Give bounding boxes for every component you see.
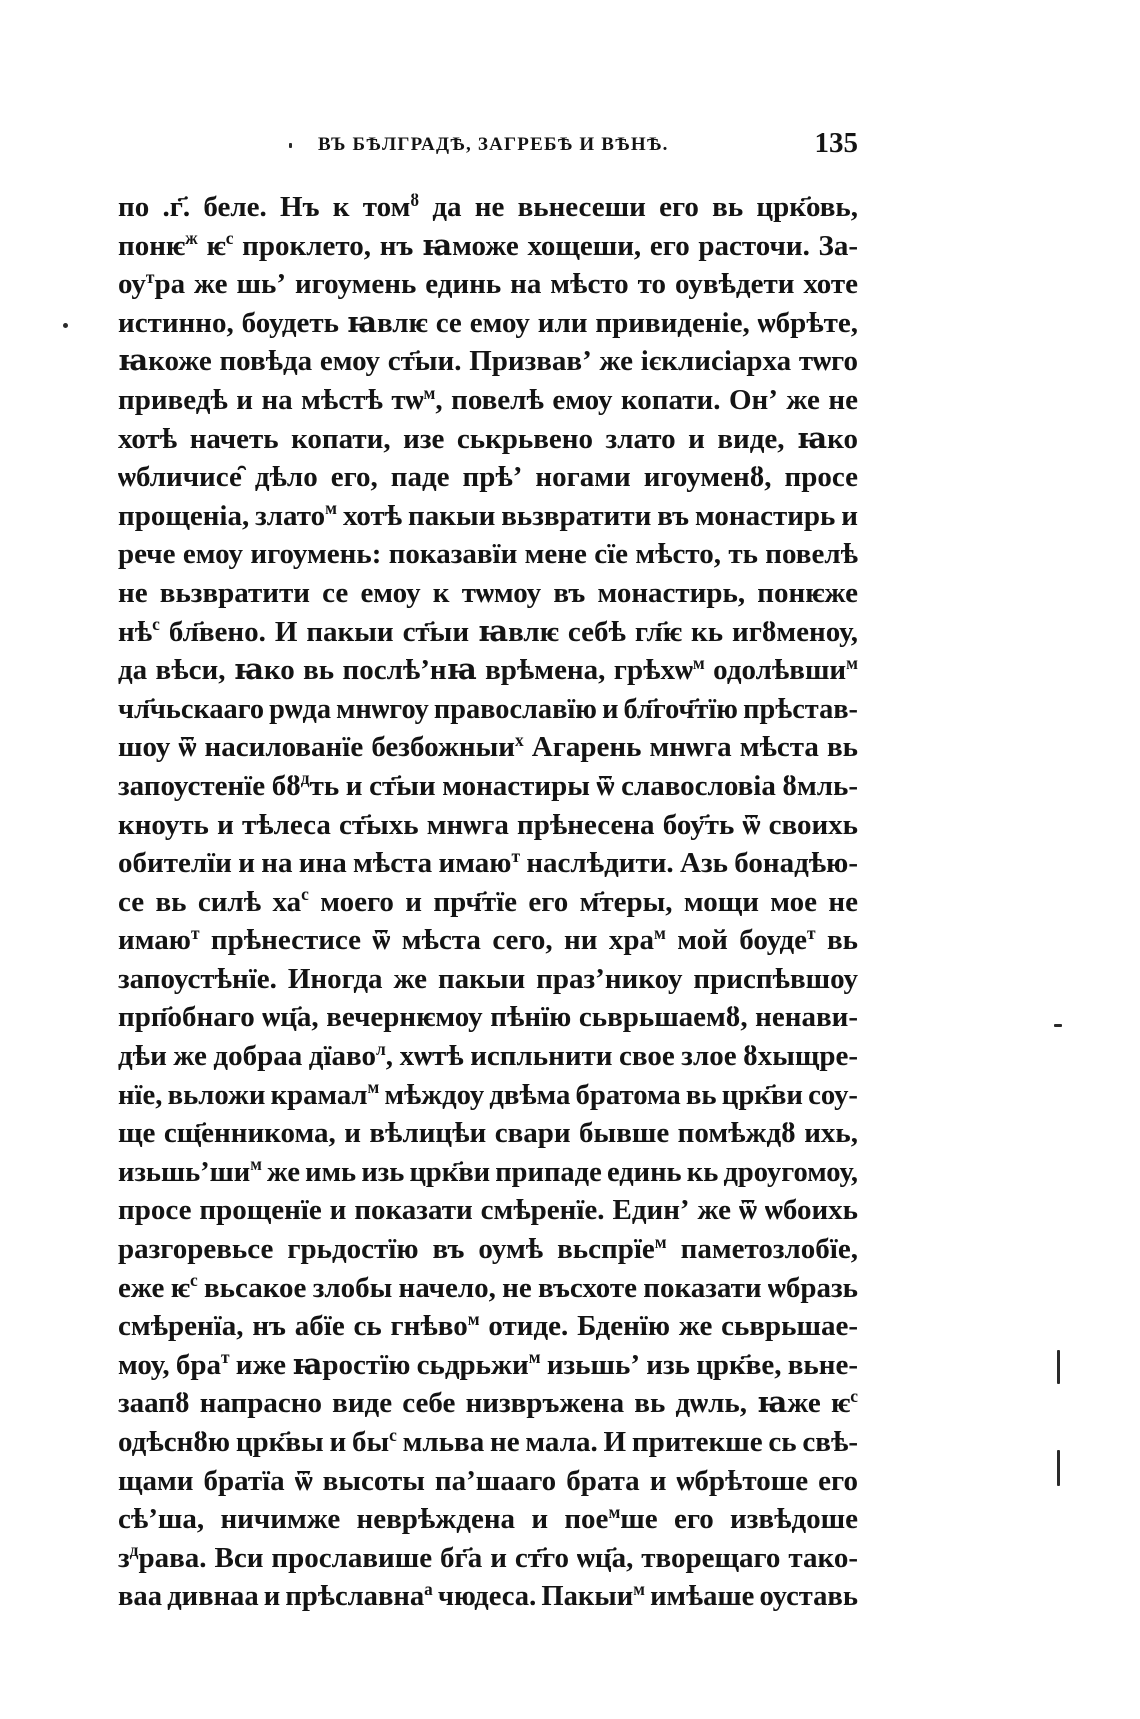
- text-line-content: [118, 1577, 858, 1619]
- line-text: понѥ: [118, 229, 186, 262]
- superscript-letter: т: [221, 1347, 230, 1368]
- line-text: прѣнестисе ѿ мѣста сего, ни хра: [199, 924, 655, 957]
- page-number: 135: [814, 127, 858, 159]
- text-line-content: [118, 1539, 858, 1581]
- line-text: оу: [118, 268, 146, 301]
- superscript-letter: м: [467, 1308, 480, 1329]
- line-text: шоу ѿ насилованїе безбожныи: [118, 731, 515, 764]
- text-line-content: [118, 690, 858, 729]
- text-line: [118, 458, 858, 497]
- superscript-letter: т: [145, 266, 155, 287]
- text-line: [118, 960, 858, 999]
- line-text: да вѣси, ꙗко вь послѣʼнꙗ врѣмена, грѣхѡ: [118, 654, 693, 687]
- line-text: се вь силѣ ха: [118, 885, 302, 918]
- superscript-letter: м: [250, 1154, 262, 1175]
- text-line-content: [118, 574, 858, 613]
- text-line-content: [118, 342, 858, 381]
- line-text: сѣʼша, ничимже неврѣждена и пое: [118, 1503, 609, 1536]
- line-text: проклето, нъ ꙗможе хощеши, его расточи. За-: [233, 229, 858, 262]
- text-line-content: [118, 227, 858, 269]
- text-line-content: [118, 1114, 858, 1153]
- line-text: ваа дивнаа и прѣславна: [118, 1580, 425, 1613]
- text-line-content: [118, 265, 858, 307]
- line-text: прп҃обнаго ѡц҃а, вечернѥмоу пѣнїю сьврьшаемȣ, ненави-: [118, 1001, 858, 1034]
- line-text: приведѣ и на мѣстѣ тѡ: [118, 383, 424, 416]
- text-line-content: [118, 767, 858, 809]
- superscript-letter: м: [654, 922, 666, 943]
- line-text: рава. Вси прославише бг҃а и ст҃го ѡц҃а, творещаго тако-: [138, 1541, 858, 1574]
- text-line-content: [118, 381, 858, 423]
- line-text: отиде. Бденїю же сьврьшае-: [479, 1310, 858, 1343]
- text-line: [118, 1114, 858, 1153]
- superscript-letter: с: [225, 228, 234, 249]
- superscript-letter: д: [129, 1540, 139, 1561]
- line-text: прощеніа, злато: [118, 499, 326, 532]
- text-line: [118, 574, 858, 613]
- text-line-content: [118, 806, 858, 845]
- line-text: мѣждоу двѣма братома вь црк҃ви соу-: [379, 1078, 858, 1111]
- text-line: [118, 1191, 858, 1230]
- text-line-content: [118, 1307, 858, 1349]
- superscript-letter: м: [846, 652, 858, 673]
- text-line: [118, 613, 858, 652]
- line-text: имаю: [118, 924, 191, 957]
- line-text: ѡбличисе̑ дѣло его, паде прѣʼ ногами игоуменȣ, просе: [118, 461, 858, 494]
- superscript-letter: с: [850, 1385, 858, 1406]
- line-text: изьшьʼши: [118, 1155, 251, 1188]
- text-line: [118, 1384, 858, 1423]
- running-title: ВЪ БѢЛГРАДѢ, ЗАГРЕБѢ И ВѢНѢ.: [318, 134, 669, 155]
- text-line-content: [118, 1269, 858, 1311]
- body-text: [118, 188, 858, 1616]
- superscript-letter: м: [608, 1501, 621, 1522]
- text-line: [118, 1539, 858, 1578]
- text-line: [118, 998, 858, 1037]
- superscript-letter: м: [654, 1231, 667, 1252]
- line-text: кноуть и тѣлеса ст҃ыхь мнѡга прѣнесена боу҃ть ѿ своихь: [118, 808, 858, 841]
- text-line-content: [118, 420, 858, 459]
- line-text: разгоревьсе грьдостїю въ оумѣ вьспрїе: [118, 1233, 655, 1266]
- superscript-letter: т: [190, 922, 200, 943]
- text-line-content: [118, 844, 858, 886]
- line-text: ѥ: [197, 229, 226, 262]
- line-text: ше его извѣдоше: [620, 1503, 859, 1536]
- text-line: [118, 883, 858, 922]
- superscript-letter: ȣ: [410, 189, 420, 210]
- text-line: [118, 1076, 858, 1115]
- line-text: запоустенїе бȣ: [118, 769, 301, 802]
- superscript-letter: л: [375, 1038, 386, 1059]
- superscript-letter: д: [300, 768, 310, 789]
- superscript-letter: а: [424, 1578, 433, 1599]
- line-text: еже ѥ: [118, 1271, 190, 1304]
- text-line: [118, 1230, 858, 1269]
- text-line: [118, 1500, 858, 1539]
- superscript-letter: с: [189, 1270, 198, 1291]
- text-line-content: [118, 883, 858, 925]
- text-line: [118, 1462, 858, 1501]
- scan-speck: [1057, 1450, 1060, 1486]
- line-text: да не вьнесеши его вь црк҃овь,: [419, 191, 859, 223]
- text-line: [118, 497, 858, 536]
- line-text: моего и прч҃тїе его м҃теры, мощи мое не: [308, 885, 859, 918]
- line-text: смѣренїа, нъ абїе сь гнѣво: [118, 1310, 468, 1343]
- text-line-content: [118, 497, 858, 539]
- text-line: [118, 227, 858, 266]
- line-text: не вьзвратити се емоу к тѡмоу въ монастирь, понѥже: [118, 576, 858, 609]
- superscript-letter: м: [528, 1347, 541, 1368]
- line-text: вь: [815, 924, 858, 957]
- text-line-content: [118, 1076, 858, 1118]
- line-text: вьсакое злобы начело, не въсхоте показати ѡбразь: [197, 1271, 858, 1304]
- superscript-letter: м: [367, 1077, 380, 1098]
- superscript-letter: ж: [185, 228, 198, 249]
- superscript-letter: т: [807, 922, 816, 943]
- superscript-letter: с: [152, 614, 160, 635]
- text-line-content: [118, 188, 858, 230]
- superscript-letter: т: [511, 845, 520, 866]
- text-line: [118, 1269, 858, 1308]
- line-text: запоустѣнїе. Иногда же пакыи празʼникоу приспѣвшоу: [118, 962, 858, 995]
- text-line-content: [118, 1346, 858, 1388]
- text-line: [118, 728, 858, 767]
- text-line-content: [118, 535, 858, 574]
- line-text: бл҃вено. И пакыи ст҃ыи ꙗвлѥ себѣ гл҃ѥ кь игȣменоу,: [159, 615, 858, 648]
- line-text: щами братїа ѿ высоты паʼшааго брата и ѡбрѣтоше его: [118, 1464, 858, 1497]
- text-line-content: [118, 1462, 858, 1501]
- text-line-content: [118, 1153, 858, 1195]
- superscript-letter: м: [325, 498, 338, 519]
- scan-speck: [289, 143, 292, 148]
- line-text: одолѣвши: [704, 654, 847, 687]
- line-text: хотѣ начеть копати, изе ськрьвено злато и виде, ꙗко: [118, 422, 858, 455]
- superscript-letter: м: [633, 1578, 645, 1599]
- text-line: [118, 381, 858, 420]
- superscript-letter: м: [423, 382, 436, 403]
- text-line: [118, 690, 858, 729]
- text-line: [118, 1037, 858, 1076]
- text-line-content: [118, 1037, 858, 1079]
- text-line-content: [118, 1230, 858, 1272]
- line-text: моу, бра: [118, 1348, 221, 1381]
- line-text: чл҃чьскааго рѡда мнѡгоу православїю и бл҃гоч҃тїю прѣстав-: [118, 692, 858, 725]
- line-text: по .г҃. беле. Нъ к том: [118, 191, 411, 223]
- line-text: ра же шьʼ игоумень единь на мѣсто то оувѣдети хоте: [154, 268, 858, 301]
- text-line-content: [118, 998, 858, 1037]
- text-line: [118, 535, 858, 574]
- line-text: заапȣ напрасно виде себе низвръжена вь дѡль, ꙗже ѥ: [118, 1387, 851, 1420]
- line-text: мой боуде: [665, 924, 808, 957]
- text-line: [118, 767, 858, 806]
- text-line-content: [118, 651, 858, 693]
- text-line: [118, 921, 858, 960]
- line-text: же имь изь црк҃ви припаде единь кь дроугомоу,: [261, 1155, 858, 1188]
- line-text: истинно, боудеть ꙗвлѥ се емоу или привиденіе, ѡбрѣте,: [118, 306, 858, 339]
- line-text: просе прощенїе и показати смѣренїе. Единʼ же ѿ ѡбоихь: [118, 1194, 858, 1227]
- scan-speck: [1054, 1024, 1062, 1027]
- line-text: , хѡтѣ испльнити свое злое ȣхыщре-: [385, 1040, 858, 1073]
- text-line-content: [118, 1191, 858, 1230]
- text-line: [118, 844, 858, 883]
- text-line-content: [118, 1500, 858, 1542]
- line-text: мльва не мала. И притекше сь свѣ-: [396, 1426, 859, 1458]
- line-text: имѣаше оуставь: [644, 1580, 858, 1613]
- line-text: наслѣдити. Азь бонадѣю-: [520, 847, 858, 880]
- line-text: , повелѣ емоу копати. Онʼ же не: [435, 383, 858, 416]
- text-line: [118, 265, 858, 304]
- line-text: чюдеса. Пакыи: [432, 1580, 634, 1613]
- text-line: [118, 1153, 858, 1192]
- superscript-letter: х: [514, 729, 524, 750]
- line-text: паметозлобїе,: [666, 1233, 858, 1266]
- text-line-content: [118, 304, 858, 343]
- line-text: ще сщ҃енникома, и вѣлицѣи свари бывше помѣждȣ ихь,: [118, 1117, 858, 1150]
- text-line-content: [118, 613, 858, 655]
- text-line-content: [118, 960, 858, 999]
- text-line-content: [118, 728, 858, 770]
- scan-speck: [63, 323, 68, 328]
- text-line: [118, 806, 858, 845]
- line-text: иже ꙗростїю сьдрьжи: [229, 1348, 529, 1381]
- text-line: [118, 342, 858, 381]
- text-line: [118, 188, 858, 227]
- text-line: [118, 1346, 858, 1385]
- text-line-content: [118, 1384, 858, 1426]
- text-line: [118, 304, 858, 343]
- scan-speck: [1057, 1350, 1060, 1384]
- superscript-letter: с: [389, 1424, 397, 1445]
- text-line-content: [118, 1423, 858, 1465]
- line-text: з: [118, 1541, 130, 1574]
- line-text: Агарень мнѡга мѣста вь: [523, 731, 858, 764]
- text-line: [118, 420, 858, 459]
- text-line: [118, 1577, 858, 1616]
- text-line: [118, 1423, 858, 1462]
- line-text: хотѣ пакыи вьзвратити въ монастирь и: [337, 499, 859, 532]
- line-text: дѣи же добраа дїаво: [118, 1040, 376, 1073]
- line-text: обителїи и на ина мѣста имаю: [118, 847, 512, 880]
- superscript-letter: м: [692, 652, 705, 673]
- text-line: [118, 651, 858, 690]
- text-line-content: [118, 458, 858, 497]
- superscript-letter: с: [301, 884, 309, 905]
- line-text: изьшьʼ изь црк҃ве, вьне-: [540, 1348, 859, 1381]
- line-text: ꙗкоже повѣда емоу ст҃ыи. Призвавʼ же ієклисіарха тѡго: [118, 345, 858, 378]
- line-text: ть и ст҃ыи монастиры ѿ славословіа ȣмль-: [309, 769, 858, 802]
- line-text: рече емоу игоумень: показавїи мене сїе мѣсто, ть повелѣ: [118, 538, 858, 571]
- line-text: одѣснȣю црк҃вы и бы: [118, 1426, 390, 1458]
- text-line: [118, 1307, 858, 1346]
- text-line-content: [118, 921, 858, 963]
- line-text: нїе, вьложи крамал: [118, 1078, 368, 1111]
- line-text: нѣ: [118, 615, 153, 648]
